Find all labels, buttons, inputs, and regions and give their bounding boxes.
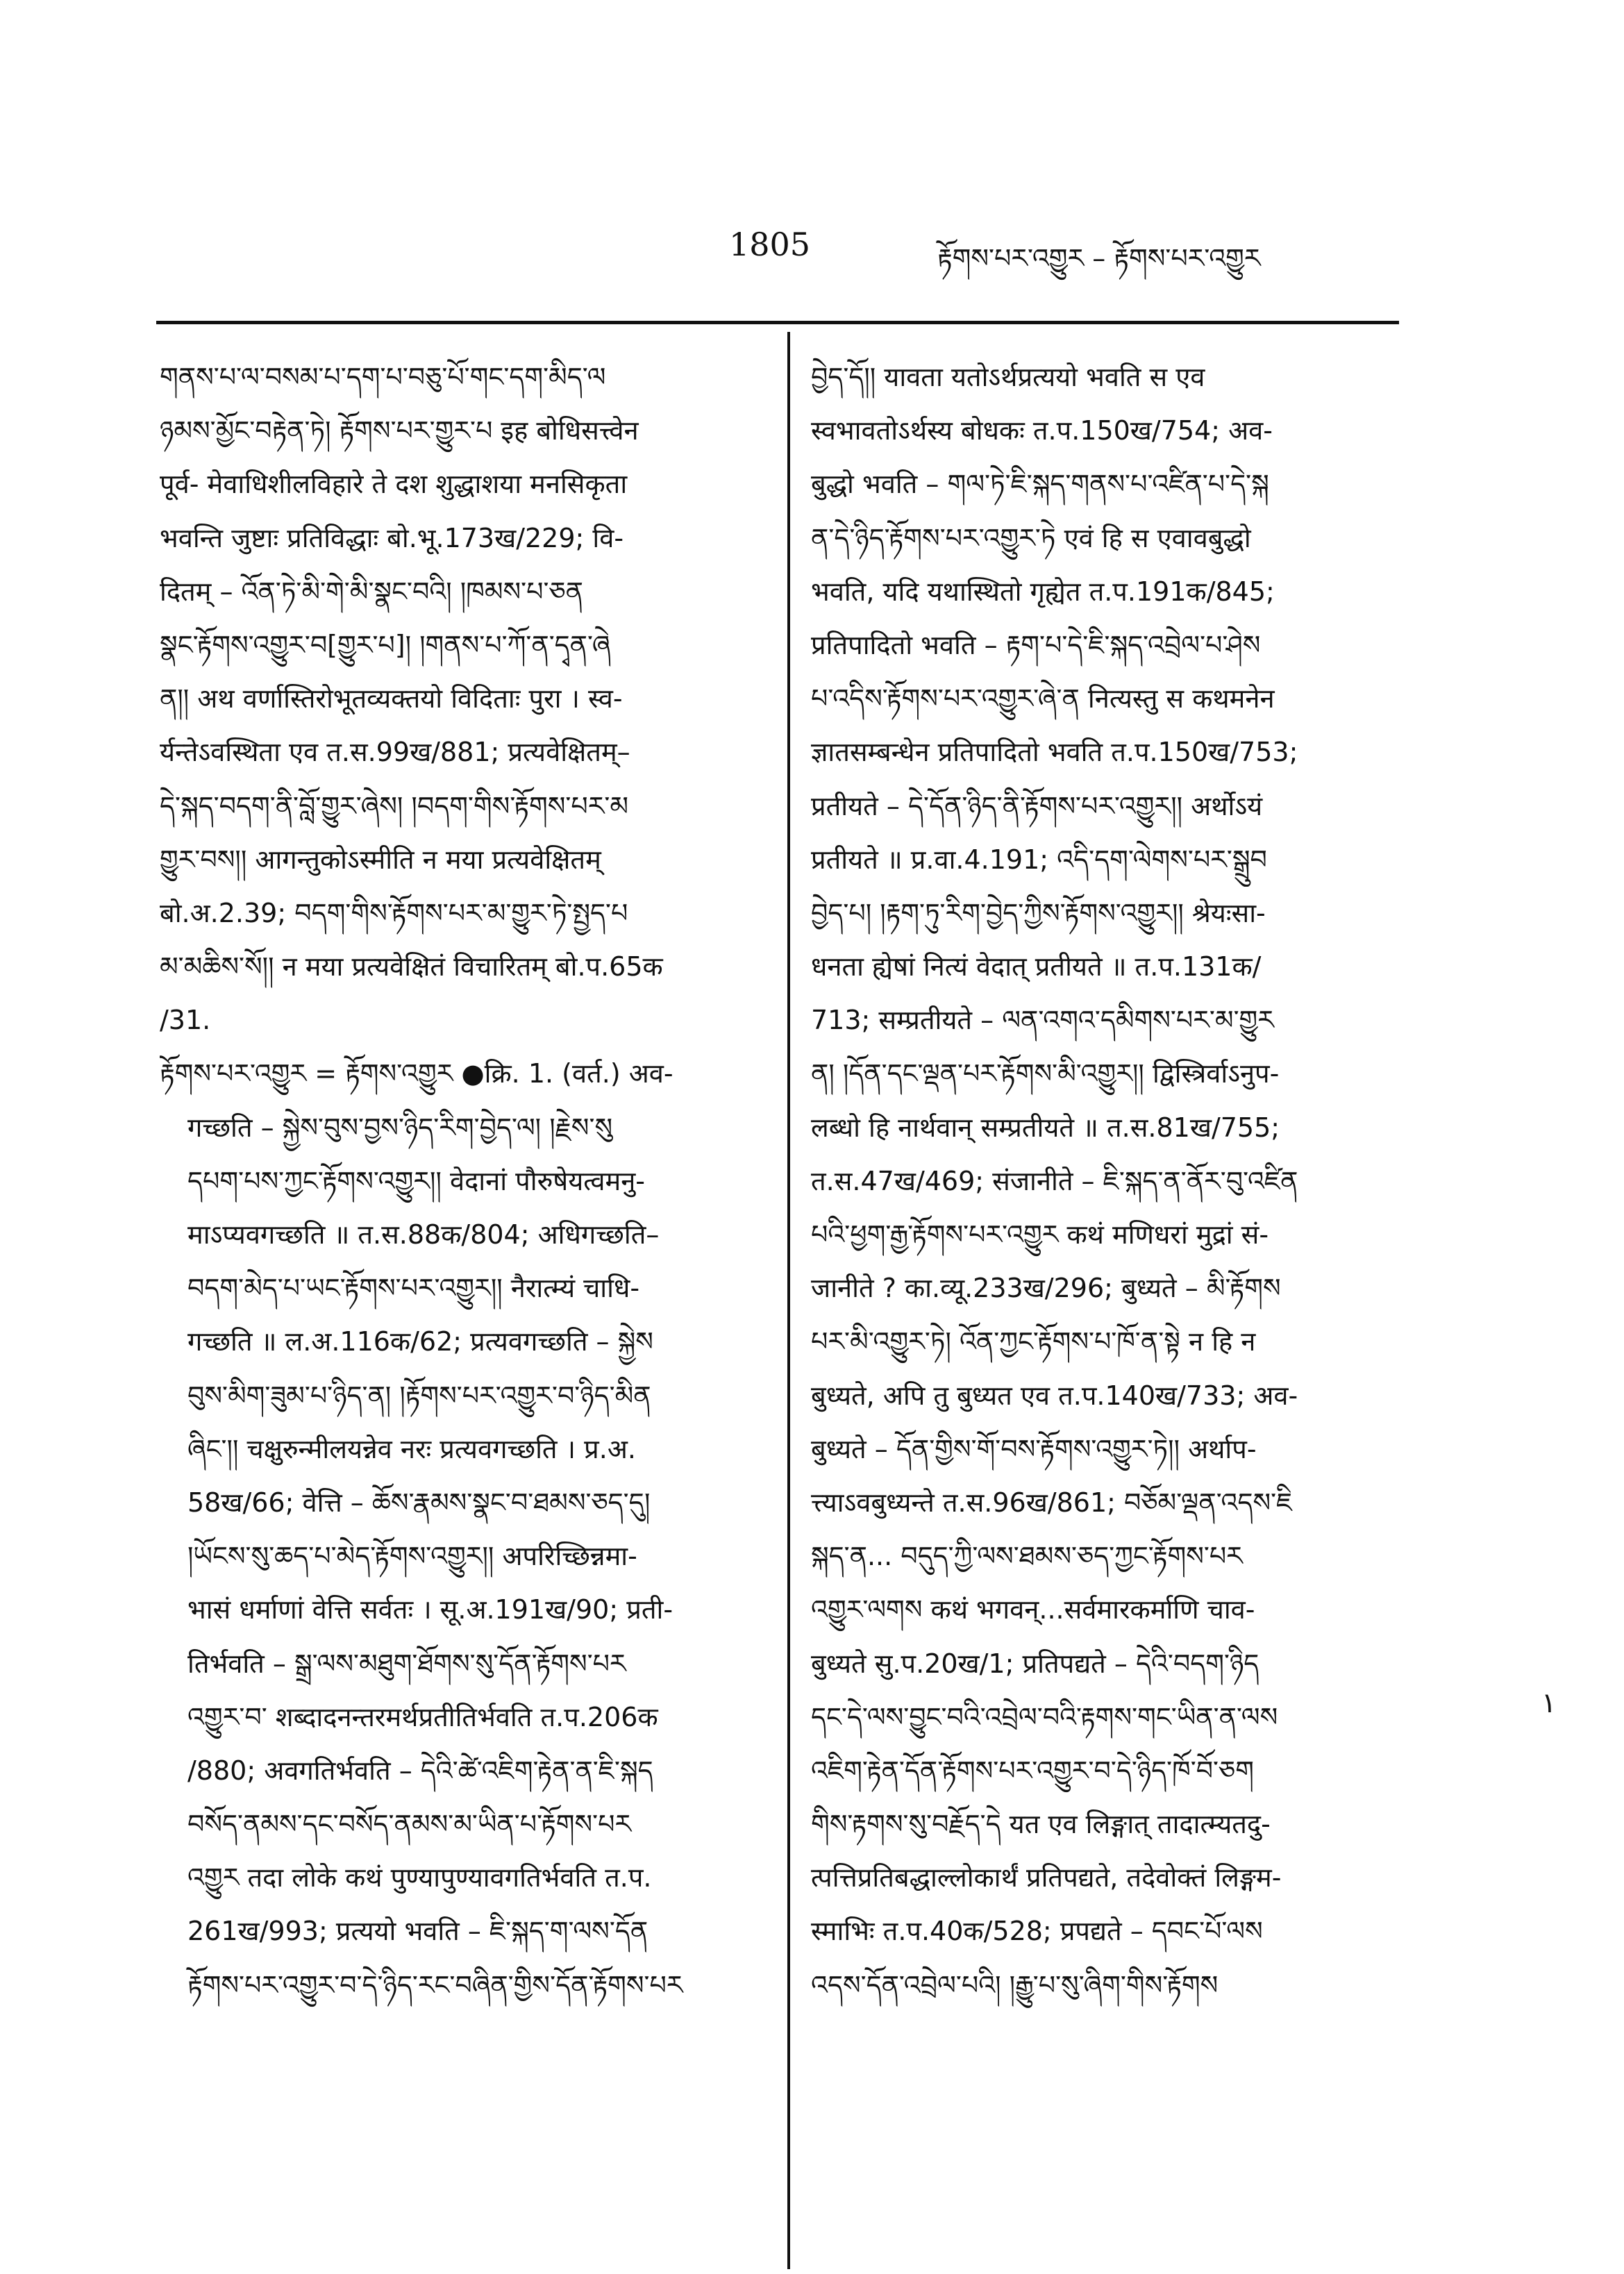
text-line: བུས་མིག་ཟུམ་པ་ཉིད་ན། །རྟོགས་པར་འགྱུར་བ་ཉིད་མིན	[187, 1380, 651, 1411]
page-number: 1805	[729, 226, 811, 263]
text-line: /31.	[160, 1005, 211, 1036]
text-line: त्पत्तिप्रतिबद्धाल्लोकार्थं प्रतिपद्यते, तदेवोक्तं लिङ्गम-	[811, 1862, 1282, 1893]
text-line: སྐད་ན... བདུད་ཀྱི་ལས་ཐམས་ཅད་ཀྱང་རྟོགས་པར	[811, 1541, 1243, 1572]
text-line: धनता ह्येषां नित्यं वेदात् प्रतीयते ॥ त.प.131क/	[811, 951, 1262, 983]
text-line: दितम् – འོན་ཏེ་མི་གེ་མི་སྣང་བའི། །ཁམས་པ་ཅན	[160, 576, 584, 607]
text-line: རྟོགས་པར་འགྱུར་བ་དེ་ཉིད་རང་བཞིན་གྱིས་དོན་རྟོགས་པར	[187, 1969, 683, 2000]
text-line: भासं धर्माणां वेत्ति सर्वतः । सू.अ.191ख/90; प्रती-	[187, 1594, 673, 1625]
text-line: गच्छति ॥ ल.अ.116क/62; प्रत्यवगच्छति – སྐྱེས	[187, 1326, 653, 1357]
entry-headword-line: རྟོགས་པར་འགྱུར = རྟོགས་འགྱུར ●क्रि. 1. (वर्त.) अव-	[160, 1058, 673, 1089]
text-line: ཞིང་།། चक्षुरुन्मीलयन्नेव नरः प्रत्यवगच्छति । प्र.अ.	[187, 1433, 636, 1464]
text-line: 261ख/993; प्रत्ययो भवति – ཇི་སྐད་ག་ལས་དོན	[187, 1916, 648, 1947]
text-line: འཇིག་རྟེན་དོན་རྟོགས་པར་འགྱུར་བ་དེ་ཉིད་ཁོ་བོ་ཅག	[811, 1755, 1254, 1786]
text-line: माऽप्यवगच्छति ॥ त.स.88क/804; अधिगच्छति–	[187, 1219, 660, 1250]
text-line: འགྱུར་བ་ शब्दादनन्तरमर्थप्रतीतिर्भवति त.प.206क	[187, 1701, 658, 1732]
text-line: ན་དེ་ཉིད་རྟོགས་པར་འགྱུར་ཏེ एवं हि स एवावबुद्धो	[811, 522, 1251, 553]
right-column	[811, 351, 1396, 2012]
text-line: त्त्याऽवबुध्यन्ते त.स.96ख/861; བཅོམ་ལྡན་འདས་ཇི	[811, 1487, 1293, 1518]
text-line: ज्ञातसम्बन्धेन प्रतिपादितो भवति त.प.150ख/753;	[811, 737, 1298, 768]
text-line: पूर्व- मेवाधिशीलविहारे ते दश शुद्धाशया मनसिकृता	[160, 469, 628, 500]
text-line: བྱེད་པ། །རྟག་ཏུ་རིག་བྱེད་ཀྱིས་རྟོགས་འགྱུར།། श्रेयःसा-	[811, 897, 1266, 928]
text-line: གྱུར་བས།། आगन्तुकोऽस्मीति न मया प्रत्यवेक्षितम्	[160, 844, 601, 875]
text-line: बुध्यते – དོན་གྱིས་གོ་བས་རྟོགས་འགྱུར་ཏེ།། अर्थाप-	[811, 1433, 1257, 1464]
text-line: 58ख/66; वेत्ति – ཆོས་རྣམས་སྣང་བ་ཐམས་ཅད་དུ།	[187, 1487, 651, 1518]
text-line: ན། །དོན་དང་ལྡན་པར་རྟོགས་མི་འགྱུར།། द्विस्त्रिर्वाऽनुप-	[811, 1058, 1280, 1089]
text-line: बुध्यते, अपि तु बुध्यत एव त.प.140ख/733; अव-	[811, 1380, 1298, 1411]
text-line: भवति, यदि यथास्थितो गृह्येत त.प.191क/845;	[811, 576, 1275, 607]
text-line: लब्धो हि नार्थवान् सम्प्रतीयते ॥ त.स.81ख/755;	[811, 1112, 1280, 1143]
text-line: པའི་ཕྱག་རྒྱ་རྟོགས་པར་འགྱུར कथं मणिधरां मुद्रां सं-	[811, 1219, 1269, 1250]
header-rule	[156, 321, 1399, 324]
text-line: जानीते ? का.व्यू.233ख/296; बुध्यते – མི་རྟོགས	[811, 1273, 1281, 1304]
text-line: प्रतीयते – དེ་དོན་ཉིད་ནི་རྟོགས་པར་འགྱུར།། अर्थोऽयं	[811, 790, 1263, 821]
text-line: प्रतीयते ॥ प्र.वा.4.191; འདི་དག་ལེགས་པར་སྒྲུབ	[811, 844, 1267, 875]
text-line: स्माभिः त.प.40क/528; प्रपद्यते – དབང་པོ་ལས	[811, 1916, 1263, 1947]
text-line: गच्छति – སྐྱེས་བུས་བྱས་ཉིད་རིག་བྱེད་ལ། །རྗེས་སུ	[187, 1112, 613, 1143]
text-line: स्वभावतोऽर्थस्य बोधकः त.प.150ख/754; अव-	[811, 415, 1273, 446]
column-divider	[787, 332, 790, 2269]
text-line: འགྱུར་ལགས कथं भगवन्...सर्वमारकर्माणि चाव-	[811, 1594, 1255, 1625]
text-line: भवन्ति जुष्टाः प्रतिविद्धाः बो.भू.173ख/229; वि-	[160, 522, 624, 553]
text-line: པ་འདིས་རྟོགས་པར་འགྱུར་ཞེ་ན नित्यस्तु स कथमनेन	[811, 683, 1275, 714]
text-line: बो.अ.2.39; བདག་གིས་རྟོགས་པར་མ་གྱུར་ཏེ་སྤྱད་པ	[160, 897, 628, 928]
text-line: དཔག་པས་ཀྱང་རྟོགས་འགྱུར།། वेदानां पौरुषेयत्वमनु-	[187, 1165, 646, 1196]
running-head: རྟོགས་པར་འགྱུར – རྟོགས་པར་འགྱུར	[937, 243, 1261, 274]
left-column	[160, 351, 744, 2012]
text-line: བྱེད་དོ།། यावता यतोऽर्थप्रत्ययो भवति स एव	[811, 362, 1205, 392]
text-line: बुध्यते सु.प.20ख/1; प्रतिपद्यते – དེའི་བདག་ཉིད	[811, 1648, 1259, 1679]
text-line: त.स.47ख/469; संजानीते – ཇི་སྐད་ན་ནོར་བུ་འཛིན	[811, 1165, 1298, 1196]
text-line: དེ་སྐད་བདག་ནི་བློ་གྱུར་ཞེས། །བདག་གིས་རྟོགས་པར་མ	[160, 790, 629, 821]
text-line: གིས་རྟགས་སུ་བརྗོད་དེ यत एव लिङ्गात् तादात्म्यतदु-	[811, 1809, 1271, 1840]
text-line: བདག་མེད་པ་ཡང་རྟོགས་པར་འགྱུར།། नैरात्म्यं चाधि-	[187, 1273, 640, 1304]
text-line: र्यन्तेऽवस्थिता एव त.स.99ख/881; प्रत्यवेक्षितम्–	[160, 737, 630, 768]
text-line: ཉམས་མྱོང་བརྟེན་ཏེ། རྟོགས་པར་གྱུར་པ इह बोधिसत्त्वेन	[160, 415, 639, 446]
text-line: प्रतिपादितो भवति – རྟག་པ་དེ་ཇི་སྐད་འབྲེལ་པ་ཤེས	[811, 629, 1261, 660]
text-line: མ་མཆིས་སོ།། न मया प्रत्यवेक्षितं विचारितम् बो.प.65क	[160, 951, 663, 983]
text-line: 713; सम्प्रतीयते – ལན་འགའ་དམིགས་པར་མ་གྱུར	[811, 1005, 1274, 1036]
text-line: དང་དེ་ལས་བྱུང་བའི་འབྲེལ་བའི་རྟགས་གང་ཡིན་ན་ལས	[811, 1701, 1278, 1732]
text-line: འགྱུར तदा लोके कथं पुण्यापुण्यावगतिर्भवति त.प.	[187, 1862, 652, 1893]
text-line: तिर्भवति – སྒྲ་ལས་མཐུག་ཐོགས་སུ་དོན་རྟོགས་པར	[187, 1648, 626, 1679]
text-line: बुद्धो भवति – གལ་ཏེ་ཇི་སྐད་གནས་པ་འཛིན་པ་དེ་སྐ	[811, 469, 1269, 500]
text-line: །ཡོངས་སུ་ཆད་པ་མེད་རྟོགས་འགྱུར།། अपरिच्छिन्नमा-	[187, 1541, 637, 1572]
text-line: པར་མི་འགྱུར་ཏེ། འོན་ཀྱང་རྟོགས་པ་ཁོ་ན་སྟེ न हि न	[811, 1326, 1256, 1357]
text-line: བསོད་ནམས་དང་བསོད་ནམས་མ་ཡིན་པ་རྟོགས་པར	[187, 1809, 632, 1840]
text-line: སྣང་རྟོགས་འགྱུར་བ[གྱུར་པ]། །གནས་པ་ཀོ་ན་དྭན་ཞེ	[160, 629, 611, 660]
text-line: གནས་པ་ལ་བསམ་པ་དག་པ་བཅུ་པོ་གང་དག་མིད་ལ	[160, 362, 606, 392]
text-line: ན།། अथ वर्णास्तिरोभूतव्यक्तयो विदिताः पुरा । स्व-	[160, 683, 623, 714]
text-line: འདས་དོན་འབྲེལ་པའི། །རྒྱུ་པ་སུ་ཞིག་གིས་རྟོགས	[811, 1969, 1219, 2000]
stray-mark: ۱	[1541, 1687, 1557, 1719]
text-line: /880; अवगतिर्भवति – དེའི་ཚེ་འཇིག་རྟེན་ན་ཇི་སྐད	[187, 1755, 653, 1786]
